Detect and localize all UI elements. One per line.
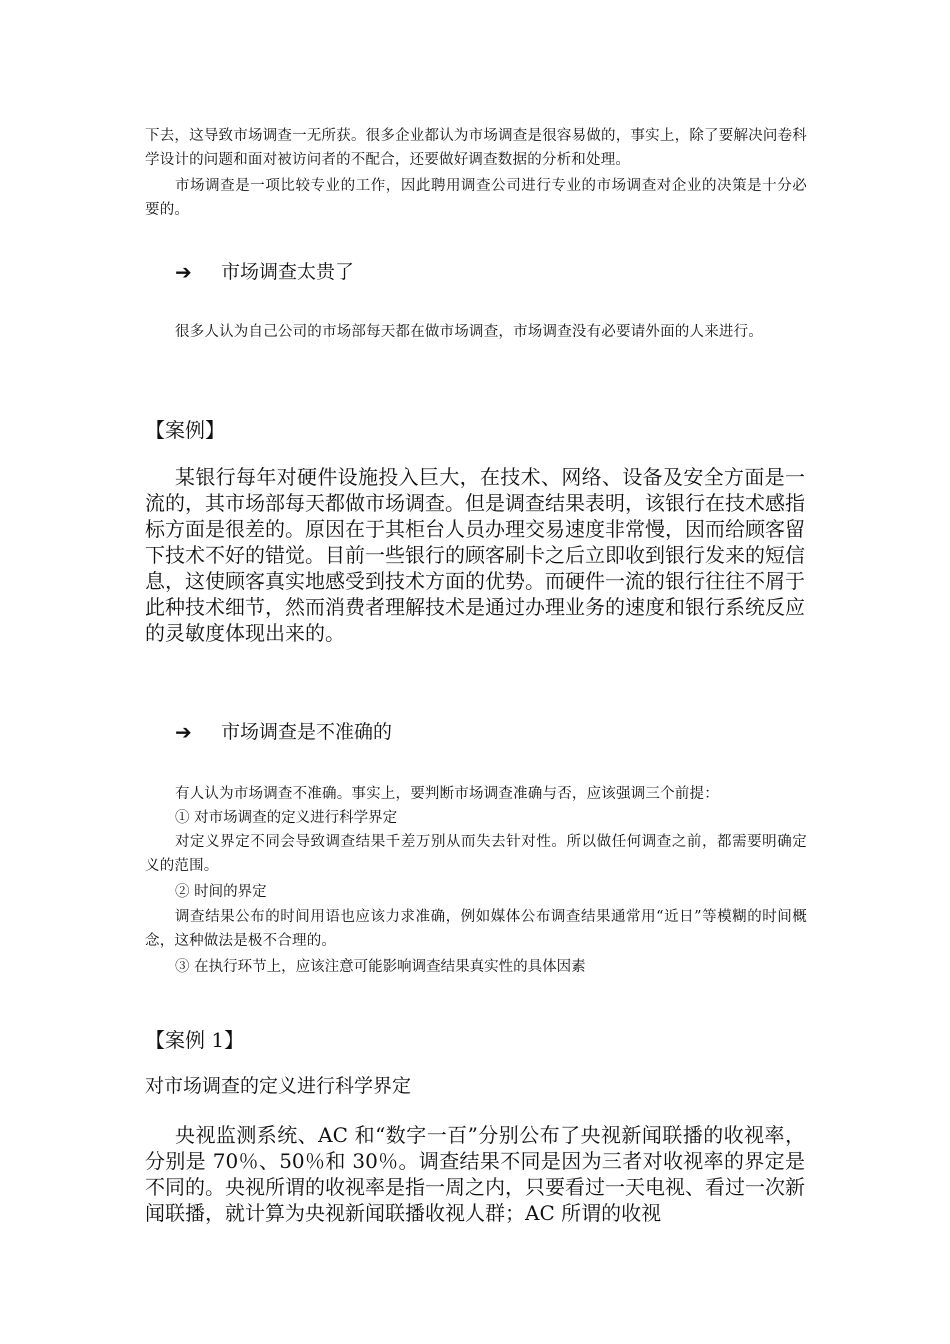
section1-paragraph: 很多人认为自己公司的市场部每天都在做市场调查，市场调查没有必要请外面的人来进行。 — [175, 324, 763, 340]
list-item-2-text: 调查结果公布的时间用语也应该力求准确，例如媒体公布调查结果通常用“近日”等模糊的时间概念，这种做法是极不合理的。 — [145, 909, 807, 949]
case-subtitle: 对市场调查的定义进行科学界定 — [145, 1075, 412, 1097]
section-heading-text: 市场调查太贵了 — [221, 261, 355, 283]
arrow-icon: ➔ — [175, 260, 192, 284]
section-heading-text: 市场调查是不准确的 — [221, 721, 393, 743]
list-item-1: ① 对市场调查的定义进行科学界定 — [175, 810, 398, 826]
section2-intro: 有人认为市场调查不准确。事实上，要判断市场调查准确与否，应该强调三个前提： — [175, 786, 719, 802]
case-title: 【案例 1】 — [145, 1028, 245, 1052]
section-heading-inaccurate — [175, 719, 392, 745]
case-paragraph: 央视监测系统、AC 和“数字一百”分别公布了央视新闻联播的收视率，分别是 70％、50％和 30％。调查结果不同是因为三者对收视率的界定是不同的。央视所谓的收视率是指一周之内，只要看过一天电视、看过一次新闻联播，就计算为央视新闻联播收视人群；AC 所谓的收视 — [145, 1123, 805, 1225]
list-item-2: ② 时间的界定 — [175, 884, 267, 900]
case-title: 【案例】 — [145, 418, 225, 442]
intro-paragraph: 下去，这导致市场调查一无所获。很多企业都认为市场调查是很容易做的，事实上，除了要解决问卷科学设计的问题和面对被访问者的不配合，还要做好调查数据的分析和处理。 — [145, 128, 807, 168]
case-paragraph: 某银行每年对硬件设施投入巨大，在技术、网络、设备及安全方面是一流的，其市场部每天都做市场调查。但是调查结果表明，该银行在技术感指标方面是很差的。原因在于其柜台人员办理交易速度非常慢，因而给顾客留下技术不好的错觉。目前一些银行的顾客刷卡之后立即收到银行发来的短信息，这使顾客真实地感受到技术方面的优势。而硬件一流的银行往往不屑于此种技术细节，然而消费者理解技术是通过办理业务的速度和银行系统反应的灵敏度体现出来的。 — [145, 465, 805, 645]
list-item-1-text: 对定义界定不同会导致调查结果千差万别从而失去针对性。所以做任何调查之前，都需要明确定义的范围。 — [145, 834, 807, 874]
intro-paragraph-2: 市场调查是一项比较专业的工作，因此聘用调查公司进行专业的市场调查对企业的决策是十分必要的。 — [145, 178, 807, 218]
list-item-3: ③ 在执行环节上，应该注意可能影响调查结果真实性的具体因素 — [175, 959, 586, 975]
arrow-icon: ➔ — [175, 720, 192, 744]
section-heading-expensive — [175, 259, 354, 285]
